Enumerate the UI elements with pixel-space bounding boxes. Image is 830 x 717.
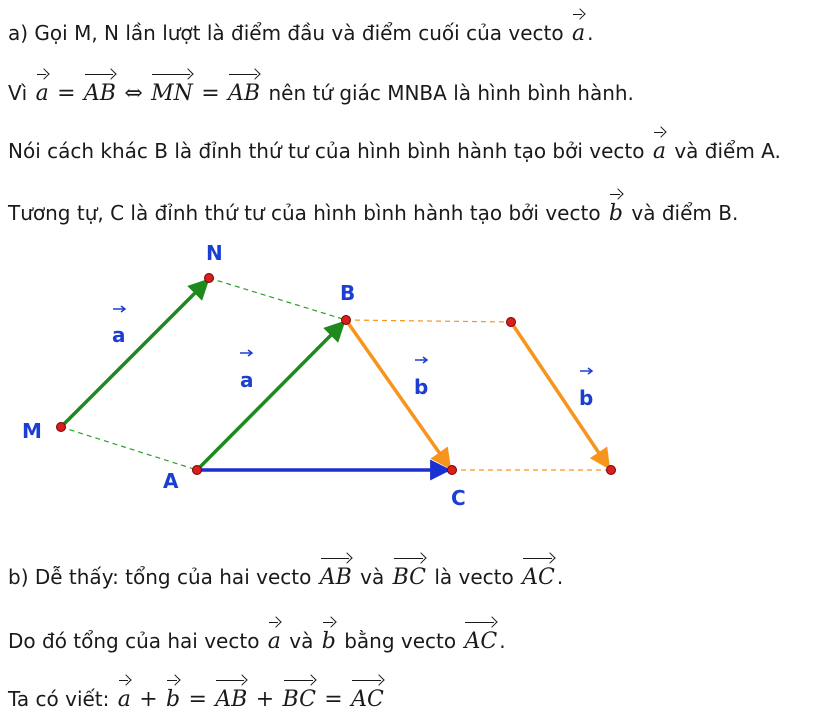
svg-text:a: a [240, 368, 254, 392]
equals-sign: = [188, 687, 207, 712]
vector-AB: AB [215, 676, 247, 714]
vector-AC: AC [351, 676, 384, 714]
vector-AB: AB [84, 70, 116, 108]
svg-text:b: b [579, 386, 594, 410]
vector-b-arrow [511, 322, 609, 468]
equals-sign: = [201, 81, 220, 106]
dashed-NB [209, 278, 346, 320]
p5-pre: b) Dễ thấy: tổng của hai vecto [8, 565, 312, 589]
p6-and: và [289, 629, 314, 653]
paragraph-7 [8, 676, 386, 714]
label-M: M [22, 419, 42, 443]
p3-post: và điểm A. [674, 139, 781, 163]
vector-BC: BC [393, 554, 426, 592]
point-M [57, 423, 66, 432]
vector-MN-arrow [61, 280, 208, 427]
vector-AC: AC [464, 618, 497, 656]
point-N [205, 274, 214, 283]
equals-sign: = [57, 81, 76, 106]
svg-text:b: b [414, 375, 429, 399]
label-B: B [340, 281, 356, 305]
p5-and: và [360, 565, 385, 589]
vector-b: b [609, 190, 623, 228]
point-B [342, 316, 351, 325]
p2-post: nên tứ giác MNBA là hình bình hành. [268, 81, 634, 105]
vector-MN: MN [151, 70, 193, 108]
equivalence-sign: ⇔ [124, 81, 143, 106]
label-A: A [163, 469, 179, 493]
paragraph-5 [8, 554, 563, 592]
p6-end: . [499, 629, 506, 653]
vector-a: a [653, 128, 666, 166]
p1-text: a) Gọi M, N lần lượt là điểm đầu và điểm cuối của vecto [8, 21, 564, 45]
vector-BC-arrow [346, 320, 450, 468]
label-vector-a-1 [112, 306, 126, 347]
p5-end: . [556, 565, 564, 589]
label-C: C [451, 486, 466, 510]
dashed-B-D [346, 320, 511, 322]
point-C [448, 466, 457, 475]
p1-end: . [587, 21, 594, 45]
p5-mid: là vecto [434, 565, 514, 589]
label-vector-b-1 [414, 357, 428, 399]
p6-pre: Do đó tổng của hai vecto [8, 629, 260, 653]
vector-a: a [118, 676, 131, 714]
vector-AB-arrow [197, 322, 344, 470]
p2-pre: Vì [8, 81, 28, 105]
vector-BC: BC [283, 676, 316, 714]
p4-text: Tương tự, C là đỉnh thứ tư của hình bình hành tạo bởi vecto [8, 201, 601, 225]
p7-pre: Ta có viết: [8, 687, 110, 711]
point-E [607, 466, 616, 475]
vector-AB: AB [320, 554, 352, 592]
vector-a: a [572, 10, 585, 48]
plus-sign: + [255, 687, 275, 712]
vector-b: b [166, 676, 180, 714]
vector-AC: AC [522, 554, 555, 592]
label-vector-b-2 [579, 368, 593, 410]
vector-b: b [322, 618, 336, 656]
p6-mid: bằng vecto [344, 629, 457, 653]
point-D [507, 318, 516, 327]
svg-text:a: a [112, 323, 126, 347]
point-A [193, 466, 202, 475]
plus-sign: + [139, 687, 158, 712]
vector-a: a [268, 618, 281, 656]
equals-sign: = [324, 687, 343, 712]
p3-text: Nói cách khác B là đỉnh thứ tư của hình bình hành tạo bởi vecto [8, 139, 645, 163]
label-N: N [206, 241, 223, 265]
p4-post: và điểm B. [631, 201, 739, 225]
label-vector-a-2 [240, 350, 254, 392]
vector-AB: AB [228, 70, 260, 108]
dashed-MA [61, 427, 197, 470]
paragraph-6 [8, 618, 506, 656]
vector-a: a [36, 70, 49, 108]
